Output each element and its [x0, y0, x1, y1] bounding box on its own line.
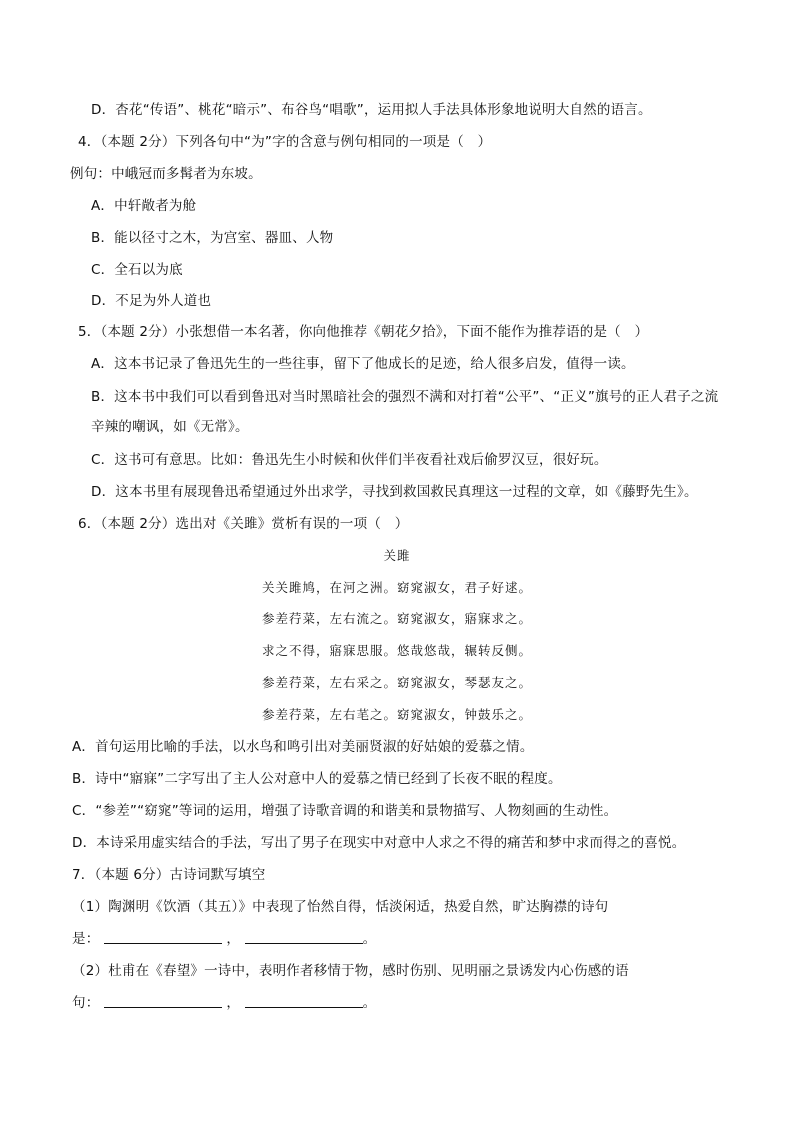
question-6-option-d: D．本诗采用虚实结合的手法，写出了男子在现实中对意中人求之不得的痛苦和梦中求而得之的喜悦。 — [72, 835, 686, 851]
poem-line: 参差荇菜，左右流之。窈窕淑女，寤寐求之。 — [261, 611, 532, 626]
question-4-stem: 4．（本题 2分）下列各句中“为”字的含意与例句相同的一项是（ ） — [78, 134, 492, 150]
answer-blank[interactable] — [245, 930, 363, 944]
question-6-option-a: A．首句运用比喻的手法，以水鸟和鸣引出对美丽贤淑的好姑娘的爱慕之情。 — [72, 739, 534, 755]
question-4-option-c: C．全石以为底 — [91, 262, 183, 278]
question-6-option-c: C．“参差”“窈窕”等词的运用，增强了诗歌音调的和谐美和景物描写、人物刻画的生动性。 — [72, 803, 618, 819]
question-6-option-b: B．诗中“寤寐”二字写出了主人公对意中人的爱慕之情已经到了长夜不眠的程度。 — [72, 771, 562, 787]
poem-line: 参差荇菜，左右芼之。窈窕淑女，钟鼓乐之。 — [261, 707, 532, 722]
question-4-option-a: A．中轩敞者为舱 — [91, 198, 197, 214]
question-7-part-1-answer-line: 是： ， 。 — [72, 931, 377, 947]
answer-blank[interactable] — [245, 994, 363, 1008]
question-5-option-b-continued: 辛辣的嘲讽，如《无常》。 — [91, 419, 249, 435]
question-5-option-a: A．这本书记录了鲁迅先生的一些往事，留下了他成长的足迹，给人很多启发，值得一读。 — [91, 356, 635, 372]
question-4-option-d: D．不足为外人道也 — [91, 293, 212, 309]
poem-line: 参差荇菜，左右采之。窈窕淑女，琴瑟友之。 — [261, 675, 532, 690]
question-5-stem: 5．（本题 2分）小张想借一本名著，你向他推荐《朝花夕拾》，下面不能作为推荐语的是（ ） — [78, 324, 649, 340]
poem-line: 求之不得，寤寐思服。悠哉悠哉，辗转反侧。 — [261, 643, 532, 658]
question-5-option-d: D．这本书里有展现鲁迅希望通过外出求学，寻找到救国救民真理这一过程的文章，如《藤野先生》。 — [91, 484, 698, 500]
question-5-option-c: C．这书可有意思。比如：鲁迅先生小时候和伙伴们半夜看社戏后偷罗汉豆，很好玩。 — [91, 452, 608, 468]
question-6-stem: 6．（本题 2分）选出对《关雎》赏析有误的一项（ ） — [78, 516, 409, 532]
question-7-stem: 7．（本题 6分）古诗词默写填空 — [72, 867, 266, 883]
answer-blank[interactable] — [104, 994, 222, 1008]
question-5-option-b: B．这本书中我们可以看到鲁迅对当时黑暗社会的强烈不满和对打着“公平”、“正义”旗号的正人君子之流 — [91, 389, 719, 405]
question-3-option-d: D．杏花“传语”、桃花“暗示”、布谷鸟“唱歌”，运用拟人手法具体形象地说明大自然的语言。 — [91, 102, 652, 118]
poem-title: 关雎 — [383, 548, 411, 563]
question-7-part-2-prompt: （2）杜甫在《春望》一诗中，表明作者移情于物，感时伤别、见明丽之景诱发内心伤感的语 — [72, 963, 629, 979]
poem-line: 关关雎鸠，在河之洲。窈窕淑女，君子好逑。 — [261, 580, 532, 595]
question-7-part-1-prompt: （1）陶渊明《饮酒（其五）》中表现了怡然自得，恬淡闲适，热爱自然，旷达胸襟的诗句 — [72, 899, 609, 915]
question-4-option-b: B．能以径寸之木，为宫室、器皿、人物 — [91, 230, 334, 246]
question-4-example: 例句：中峨冠而多髯者为东坡。 — [70, 166, 262, 182]
answer-blank[interactable] — [104, 930, 222, 944]
question-7-part-2-answer-line: 句： ， 。 — [72, 995, 377, 1011]
